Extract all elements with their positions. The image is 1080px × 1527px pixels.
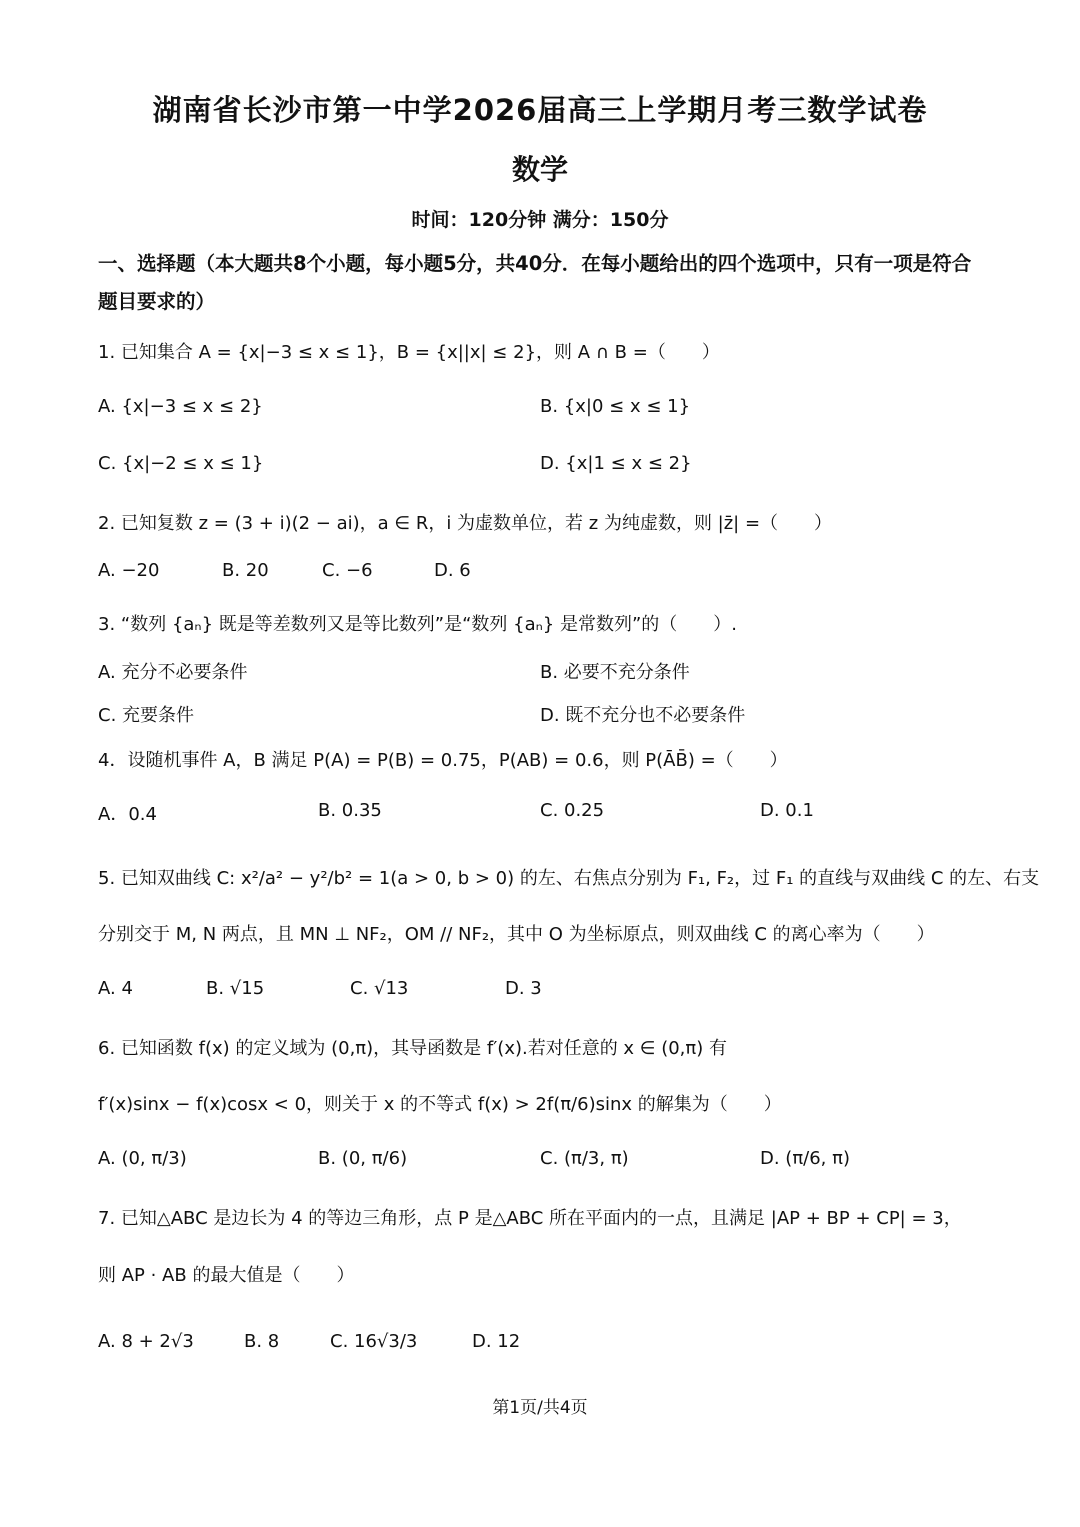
q7-option-b: B. 8 [244,1331,280,1352]
q4-option-b: B. 0.35 [318,800,382,821]
q5-option-d: D. 3 [505,978,542,999]
q6-option-b: B. (0, π/6) [318,1148,408,1169]
question-3-stem: 3. “数列 {aₙ} 既是等差数列又是等比数列”是“数列 {aₙ} 是常数列”的（ ）. [98,614,738,635]
q2-option-a: A. −20 [98,560,160,581]
q7-option-a: A. 8 + 2√3 [98,1331,194,1352]
question-5-stem-line1: 5. 已知双曲线 C: x²/a² − y²/b² = 1(a > 0, b > 0) 的左、右焦点分别为 F₁, F₂，过 F₁ 的直线与双曲线 C 的左、右支 [98,868,1040,889]
q7-option-d: D. 12 [472,1331,521,1352]
question-2-stem: 2. 已知复数 z = (3 + i)(2 − ai)，a ∈ R，i 为虚数单位，若 z 为纯虚数，则 |z̄| =（ ） [98,513,833,534]
q2-option-c: C. −6 [322,560,373,581]
q2-option-b: B. 20 [222,560,269,581]
q6-option-c: C. (π/3, π) [540,1148,629,1169]
q1-option-a: A. {x|−3 ≤ x ≤ 2} [98,396,263,417]
q3-option-d: D. 既不充分也不必要条件 [540,705,746,726]
q5-option-b: B. √15 [206,978,265,999]
question-7-stem-line2: 则 AP · AB 的最大值是（ ） [98,1265,355,1286]
q5-option-c: C. √13 [350,978,409,999]
q4-option-a: A．0.4 [98,804,157,825]
page-title: 湖南省长沙市第一中学2026届高三上学期月考三数学试卷 [152,93,928,127]
question-6-stem-line1: 6. 已知函数 f(x) 的定义域为 (0,π)，其导函数是 f′(x).若对任意的 x ∈ (0,π) 有 [98,1038,727,1059]
exam-meta: 时间：120分钟 满分：150分 [411,209,669,231]
page-footer: 第1页/共4页 [492,1398,588,1418]
question-6-stem-line2: f′(x)sinx − f(x)cosx < 0，则关于 x 的不等式 f(x) > 2f(π/6)sinx 的解集为（ ） [98,1094,782,1115]
q1-option-c: C. {x|−2 ≤ x ≤ 1} [98,453,264,474]
question-7-stem-line1: 7. 已知△ABC 是边长为 4 的等边三角形，点 P 是△ABC 所在平面内的一点，且满足 |AP + BP + CP| = 3， [98,1208,962,1229]
q4-option-d: D. 0.1 [760,800,814,821]
q2-option-d: D. 6 [434,560,471,581]
subject-title: 数学 [511,153,568,186]
section-heading: 一、选择题（本大题共8个小题，每小题5分，共40分．在每小题给出的四个选项中，只有一项是符合题目要求的） [98,252,972,313]
q6-option-d: D. (π/6, π) [760,1148,850,1169]
q1-option-d: D. {x|1 ≤ x ≤ 2} [540,453,692,474]
q7-option-c: C. 16√3/3 [330,1331,418,1352]
question-1-stem: 1. 已知集合 A = {x|−3 ≤ x ≤ 1}，B = {x||x| ≤ 2}，则 A ∩ B =（ ） [98,342,720,363]
q5-option-a: A. 4 [98,978,133,999]
q6-option-a: A. (0, π/3) [98,1148,187,1169]
question-4-stem: 4．设随机事件 A，B 满足 P(A) = P(B) = 0.75，P(AB) = 0.6，则 P(ĀB̄) =（ ） [98,750,788,771]
q3-option-c: C. 充要条件 [98,705,195,726]
q1-option-b: B. {x|0 ≤ x ≤ 1} [540,396,691,417]
q3-option-a: A. 充分不必要条件 [98,662,248,683]
q3-option-b: B. 必要不充分条件 [540,662,690,683]
q4-option-c: C. 0.25 [540,800,605,821]
question-5-stem-line2: 分别交于 M, N 两点，且 MN ⊥ NF₂，OM // NF₂，其中 O 为坐标原点，则双曲线 C 的离心率为（ ） [98,924,935,945]
